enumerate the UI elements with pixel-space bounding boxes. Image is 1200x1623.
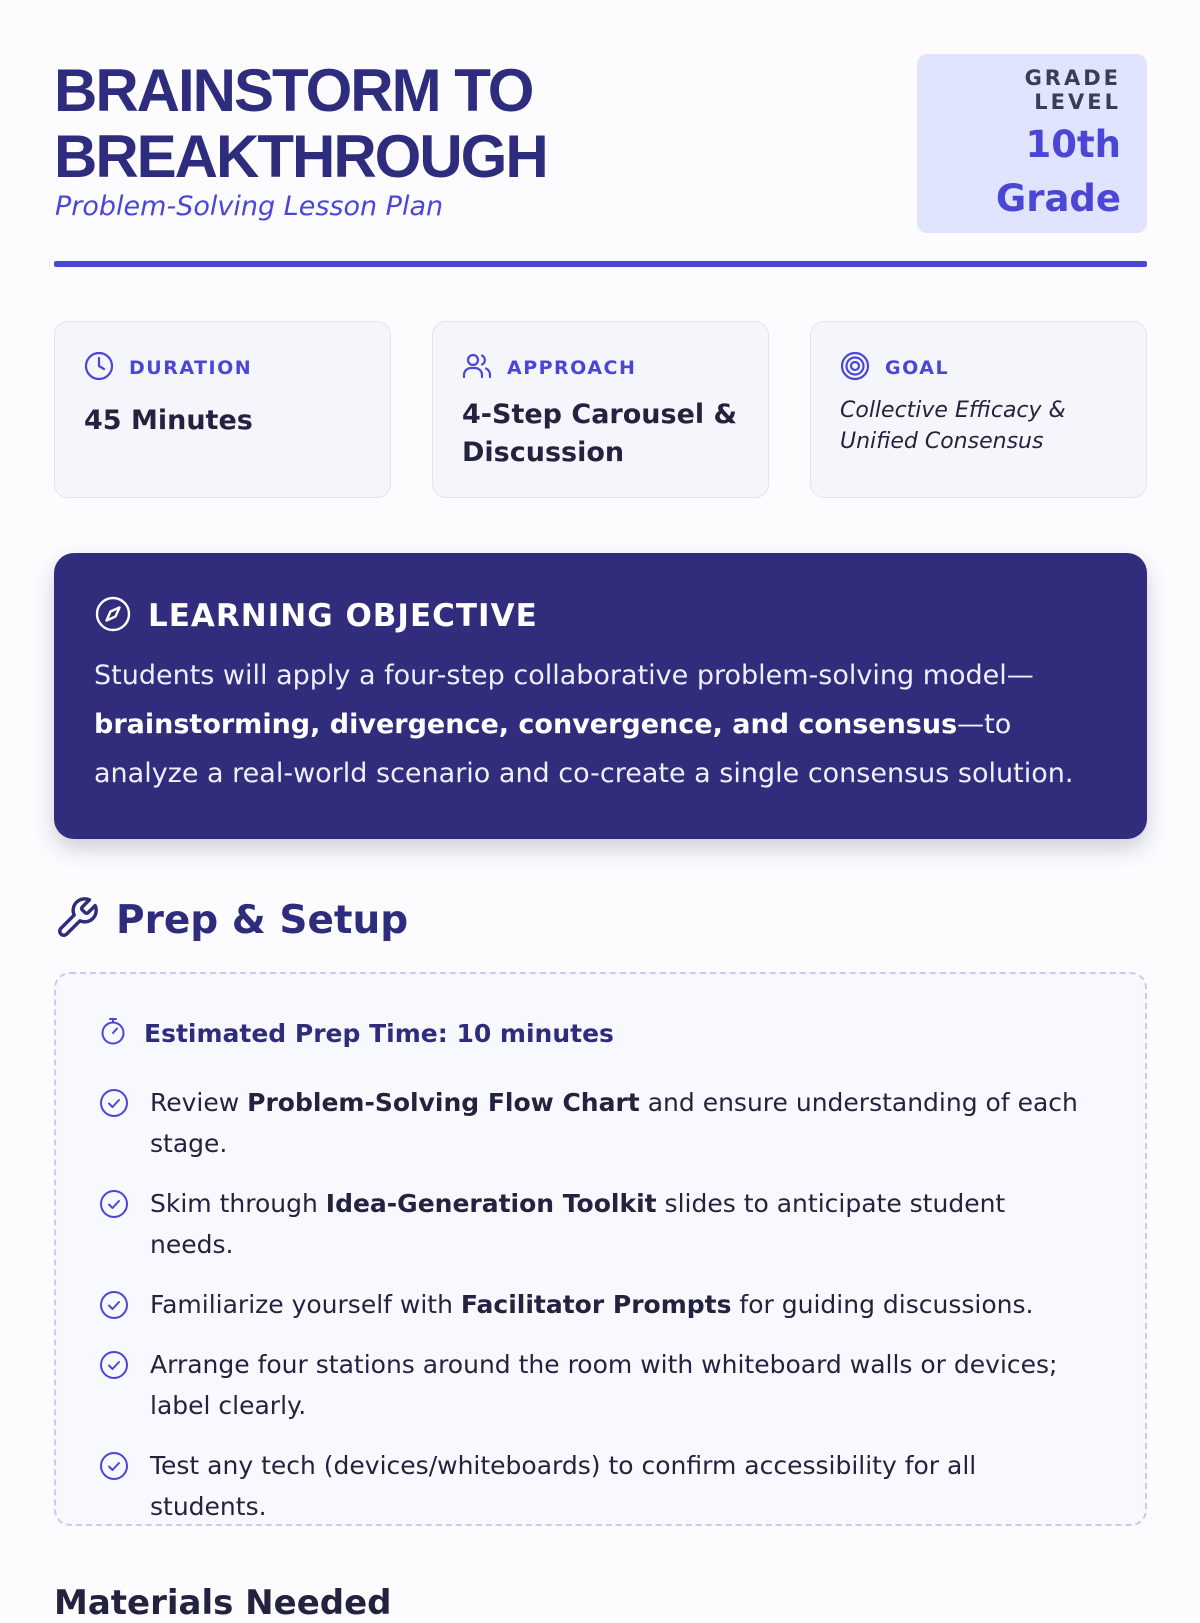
learning-objective-panel xyxy=(54,553,1147,839)
item-text: Familiarize yourself with xyxy=(150,1290,461,1319)
page-subtitle: Problem-Solving Lesson Plan xyxy=(55,191,444,222)
check-circle-icon xyxy=(98,1344,130,1385)
item-bold-text: Facilitator Prompts xyxy=(460,1290,732,1319)
wrench-icon xyxy=(54,895,100,945)
prep-checklist-box xyxy=(54,972,1147,1526)
item-text: Review xyxy=(150,1088,248,1117)
list-item xyxy=(98,1284,1088,1325)
item-text: Skim through xyxy=(150,1189,326,1218)
target-icon xyxy=(839,350,871,386)
materials-section-title: Materials Needed xyxy=(54,1583,392,1623)
item-text: slides to anticipate student needs. xyxy=(150,1189,1006,1259)
prep-time-label: Estimated Prep Time: 10 minutes xyxy=(144,1018,614,1048)
objective-text-end: —to analyze a real-world scenario and co-create a single consensus solution. xyxy=(94,709,1074,789)
list-item xyxy=(98,1183,1088,1265)
item-text: for guiding discussions. xyxy=(731,1290,1034,1319)
learning-objective-title: LEARNING OBJECTIVE xyxy=(148,598,538,634)
check-circle-icon xyxy=(98,1284,130,1325)
clock-icon xyxy=(83,350,115,386)
item-bold-text: Problem-Solving Flow Chart xyxy=(247,1088,640,1117)
approach-value: 4-Step Carousel & Discussion xyxy=(462,399,738,468)
header-divider xyxy=(54,261,1147,267)
learning-objective-text xyxy=(94,651,1109,798)
approach-label: APPROACH xyxy=(507,357,637,379)
item-text: and ensure understanding of each stage. xyxy=(150,1088,1078,1158)
goal-label: GOAL xyxy=(885,357,950,379)
objective-text-steps: brainstorming, divergence, convergence, and consensus xyxy=(94,709,958,740)
checklist-text xyxy=(150,1183,1088,1265)
check-circle-icon xyxy=(98,1445,130,1486)
duration-label: DURATION xyxy=(129,357,253,379)
grade-level-label: GRADE LEVEL xyxy=(1024,66,1121,114)
item-text: Test any tech (devices/whiteboards) to confirm accessibility for all students. xyxy=(150,1451,977,1521)
prep-section-header xyxy=(54,895,408,945)
grade-level-value: 10th Grade xyxy=(995,123,1121,220)
page-title: BRAINSTORM TO BREAKTHROUGH xyxy=(54,57,547,190)
checklist-text xyxy=(150,1082,1088,1164)
prep-checklist xyxy=(98,1082,1088,1546)
goal-value: Collective Efficacy & Unified Consensus xyxy=(840,398,1066,454)
approach-card xyxy=(432,321,769,498)
prep-section-title: Prep & Setup xyxy=(116,897,409,943)
objective-text-start: Students will apply a four-step collaborative problem-solving model— xyxy=(94,660,1034,691)
list-item xyxy=(98,1445,1088,1527)
users-icon xyxy=(461,350,493,386)
check-circle-icon xyxy=(98,1183,130,1224)
prep-time-row xyxy=(98,1016,614,1050)
duration-value: 45 Minutes xyxy=(84,405,253,436)
checklist-text xyxy=(150,1284,1033,1325)
checklist-text xyxy=(150,1344,1088,1426)
goal-card xyxy=(810,321,1147,498)
item-bold-text: Idea-Generation Toolkit xyxy=(325,1189,657,1218)
checklist-text xyxy=(150,1445,1088,1527)
stopwatch-icon xyxy=(98,1016,128,1050)
list-item xyxy=(98,1344,1088,1426)
duration-card xyxy=(54,321,391,498)
item-text: Arrange four stations around the room with whiteboard walls or devices; label clearly. xyxy=(150,1350,1058,1420)
grade-level-badge xyxy=(917,54,1147,233)
list-item xyxy=(98,1082,1088,1164)
compass-icon xyxy=(94,595,132,637)
check-circle-icon xyxy=(98,1082,130,1123)
